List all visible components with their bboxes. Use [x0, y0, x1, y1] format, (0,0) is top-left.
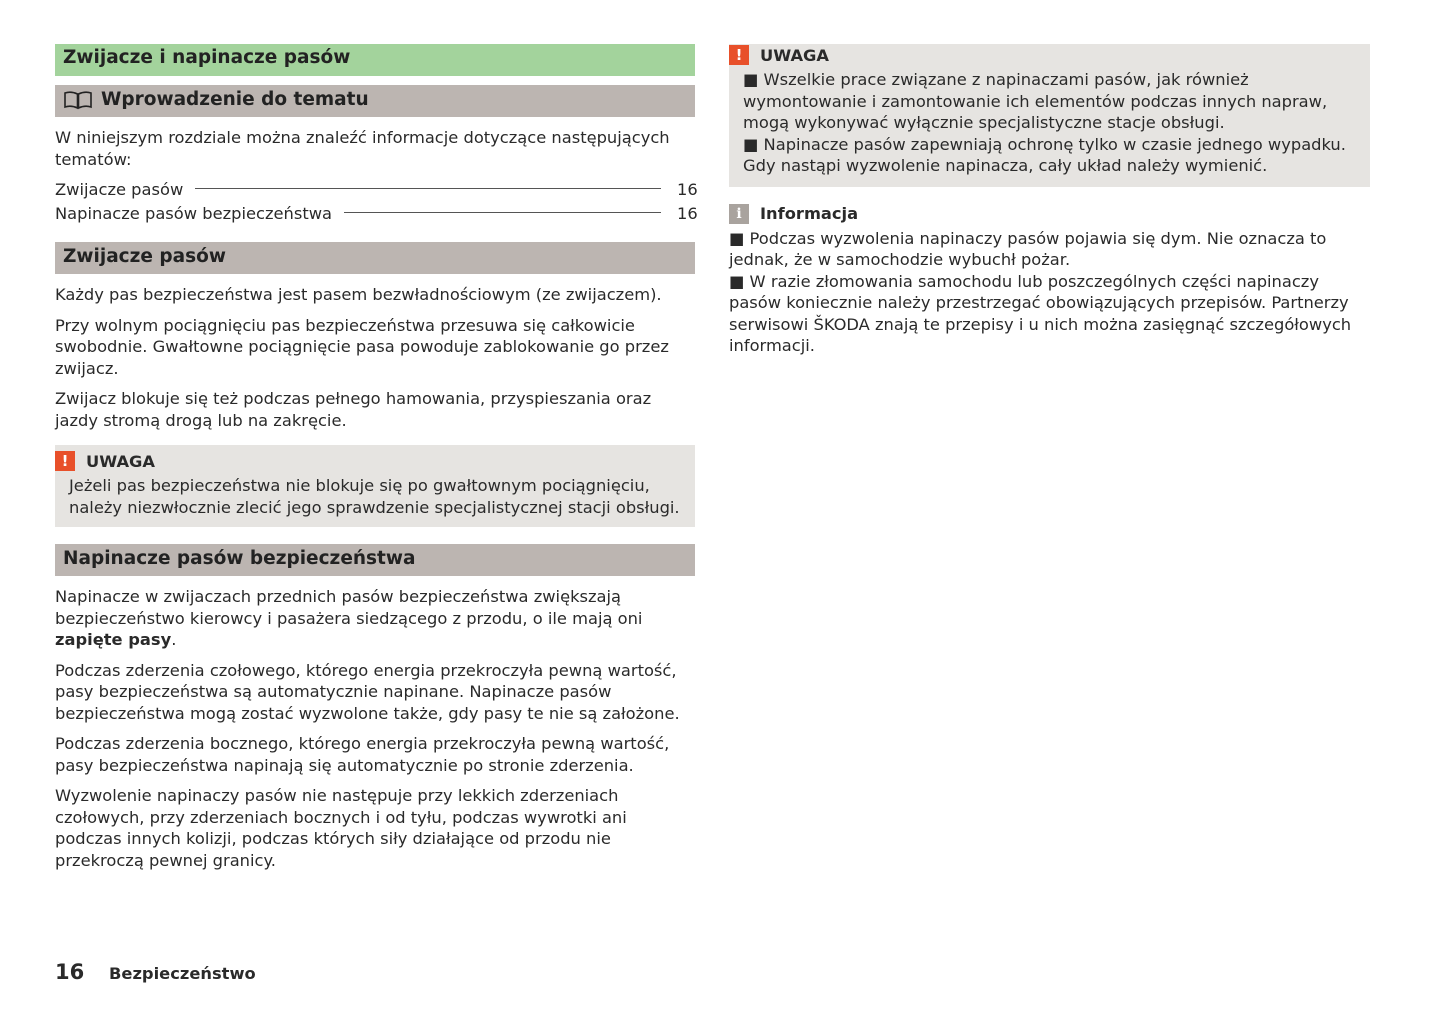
info-icon: i — [729, 204, 749, 224]
toc-leader — [344, 212, 661, 213]
paragraph: Przy wolnym pociągnięciu pas bezpieczeństwa przesuwa się całkowicie swobodnie. Gwałtowne pociągnięcie pasa powoduje zablokowanie go przez zwijacz. — [55, 315, 669, 378]
info-body — [729, 228, 1370, 357]
paragraph: Podczas zderzenia bocznego, którego energia przekroczyła pewną wartość, pasy bezpieczeństwa napinają się automatycznie po stronie zderzenia. — [55, 734, 670, 775]
book-icon — [63, 90, 93, 110]
pretensioners-title: Napinacze pasów bezpieczeństwa — [63, 548, 416, 569]
emphasis-text: zapięte pasy — [55, 630, 172, 649]
pretensioners-heading — [55, 544, 695, 576]
table-of-contents — [55, 178, 698, 226]
info-item: ■ Podczas wyzwolenia napinaczy pasów pojawia się dym. Nie oznacza to jednak, że w samochodzie wybuchł pożar. — [729, 228, 1327, 269]
footer-section: Bezpieczeństwo — [109, 964, 256, 983]
warning-item: ■ Napinacze pasów zapewniają ochronę tylko w czasie jednego wypadku. Gdy nastąpi wyzwolenie napinacza, cały układ należy wymienić. — [743, 134, 1346, 175]
retractors-title: Zwijacze pasów — [63, 246, 226, 267]
warning-text: Jeżeli pas bezpieczeństwa nie blokuje się po gwałtownym pociągnięciu, należy niezwłocznie zlecić jego sprawdzenie specjalistycznej stacji obsługi. — [69, 476, 680, 517]
toc-label: Zwijacze pasów — [55, 180, 184, 199]
paragraph: Zwijacz blokuje się też podczas pełnego hamowania, przyspieszania oraz jazdy stromą drogą lub na zakręcie. — [55, 389, 652, 430]
intro-heading — [55, 85, 695, 117]
paragraph: Każdy pas bezpieczeństwa jest pasem bezwładnościowym (ze zwijaczem). — [55, 285, 662, 304]
paragraph — [55, 586, 695, 651]
info-header — [729, 204, 1370, 224]
warning-title: UWAGA — [86, 451, 156, 471]
paragraph: Podczas zderzenia czołowego, którego energia przekroczyła pewną wartość, pasy bezpieczeństwa są automatycznie napinane. Napinacze pasów bezpieczeństwa mogą zostać wyzwolone także, gdy pasy te nie są założone. — [55, 660, 680, 723]
toc-entry[interactable] — [55, 178, 698, 202]
intro-title: Wprowadzenie do tematu — [101, 89, 369, 110]
toc-leader — [195, 188, 661, 189]
warning-icon: ! — [55, 451, 75, 471]
warning-header — [729, 45, 1358, 65]
warning-body — [729, 69, 1358, 177]
left-column — [55, 44, 698, 871]
chapter-title: Zwijacze i napinacze pasów — [55, 44, 695, 76]
warning-icon: ! — [729, 45, 749, 65]
info-box — [729, 204, 1370, 357]
warning-title: UWAGA — [760, 45, 830, 65]
warning-box — [55, 445, 695, 527]
retractors-heading — [55, 242, 695, 274]
warning-header — [55, 451, 683, 471]
page-footer — [55, 960, 256, 984]
info-item: ■ W razie złomowania samochodu lub poszczególnych części napinaczy pasów koniecznie należy przestrzegać obowiązujących przepisów. Partnerzy serwisowi ŠKODA znają te przepisy i u nich można zasięgnąć szczegółowych informacji. — [729, 271, 1352, 355]
toc-page: 16 — [677, 204, 698, 223]
warning-item: ■ Wszelkie prace związane z napinaczami pasów, jak również wymontowanie i zamontowanie ich elementów podczas innych napraw, mogą wykonywać wyłącznie specjalistyczne stacje obsługi. — [743, 70, 1328, 132]
right-column — [729, 44, 1370, 357]
toc-label: Napinacze pasów bezpieczeństwa — [55, 204, 333, 223]
warning-body — [55, 475, 683, 518]
paragraph: Wyzwolenie napinaczy pasów nie następuje przy lekkich zderzeniach czołowych, przy zderzeniach bocznych i od tyłu, podczas wywrotki ani podczas innych kolizji, podczas których siły działające od przodu nie przekroczą pewnej granicy. — [55, 786, 627, 870]
toc-entry[interactable] — [55, 202, 698, 226]
warning-box — [729, 44, 1370, 187]
paragraph-text: Napinacze w zwijaczach przednich pasów bezpieczeństwa zwiększają bezpieczeństwo kierowcy i pasażera siedzącego z przodu, o ile mają oni — [55, 587, 643, 628]
toc-page: 16 — [677, 180, 698, 199]
page-number: 16 — [55, 960, 85, 984]
intro-text: W niniejszym rozdziale można znaleźć informacje dotyczące następujących tematów: — [55, 128, 670, 169]
paragraph-text: . — [171, 630, 177, 649]
info-title: Informacja — [760, 204, 859, 223]
